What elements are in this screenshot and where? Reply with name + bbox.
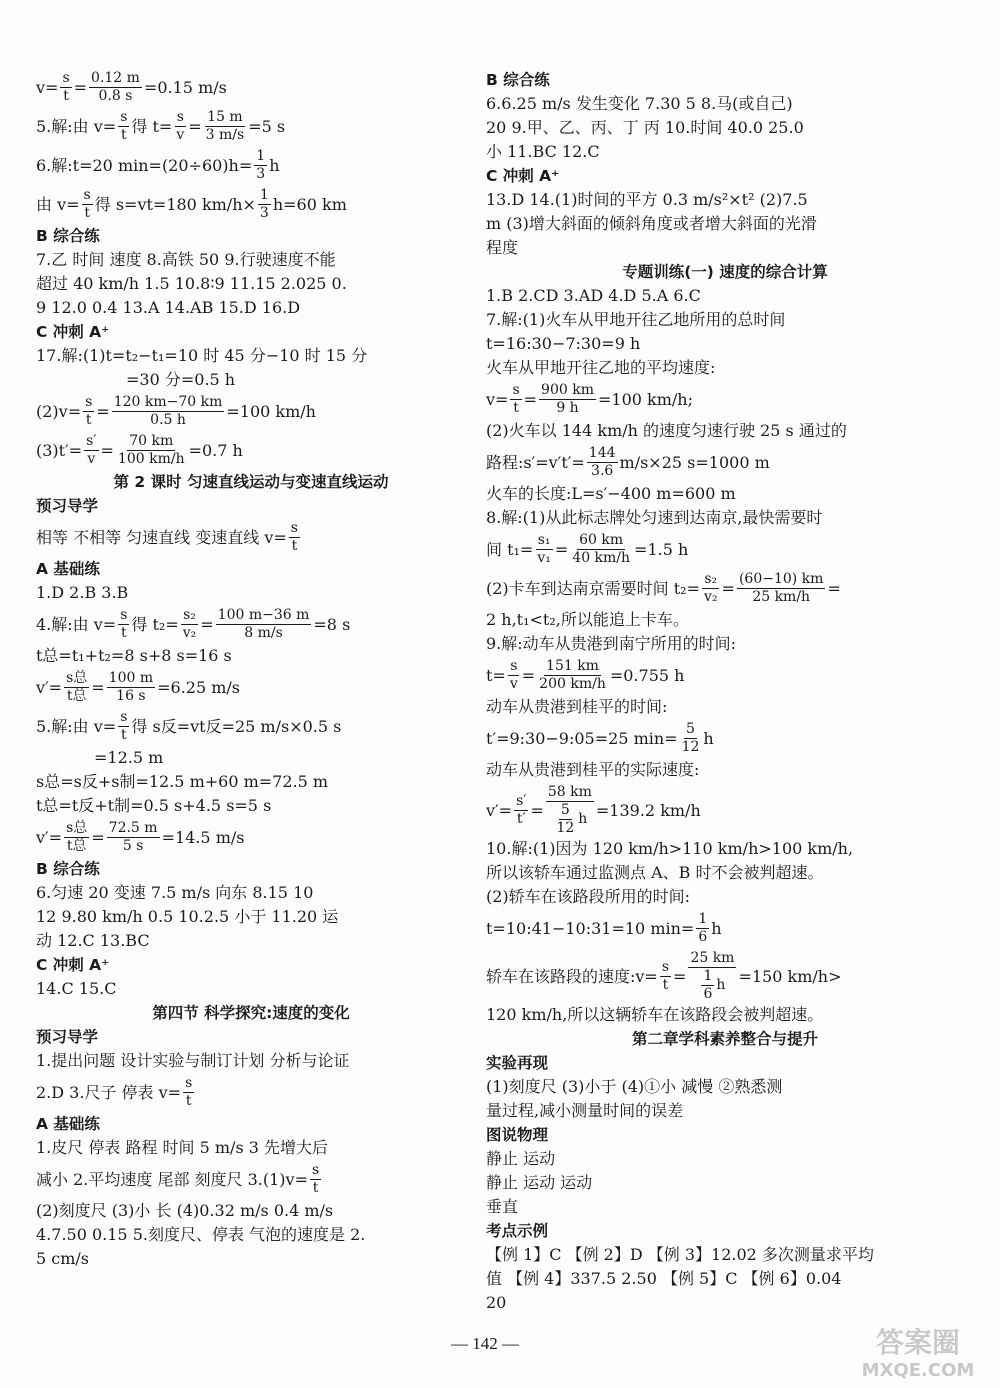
answer-line: 12 9.80 km/h 0.5 10.2.5 小于 11.20 运 [36,907,339,926]
fraction: $\frac{s}{t}$ [83,187,91,221]
fraction: $\frac{15 m}{3 m/s}$ [205,109,245,143]
fraction: $\frac{s}{t}$ [85,394,93,428]
section-heading: C 冲刺 A⁺ [486,167,560,185]
answer-line: 4.解:由 v= $\frac{s}{t}$ 得 t₂= $\frac{\text{s₂}}{\text{v₂}}$ = $\frac{100 m-36 m}{8 m/s}$ =8 s [36,607,351,641]
section-heading: 实验再现 [486,1054,549,1072]
fraction: $\frac{s}{t}$ [120,109,128,143]
fraction: $\frac{72.5 m}{5 s}$ [108,820,158,854]
fraction: $\frac{s}{v}$ [176,109,185,143]
fraction: $\frac{1}{3}$ [259,187,269,221]
fraction: $\frac{100 m}{16 s}$ [108,670,154,704]
fraction: $\frac{144}{3.6}$ [588,445,616,479]
fraction: $\frac{100 m-36 m}{8 m/s}$ [217,607,310,641]
answer-line: 6.解:t=20 min=(20÷60)h= $\frac{1}{3}$ h [36,148,280,182]
compound-fraction: 58 km $\frac{5}{12}$ h [547,784,592,836]
answer-line: 20 [486,1293,507,1312]
fraction: $\frac{1}{6}$ [703,968,713,1002]
fraction: $\frac{\text{s₂}}{\text{v₂}}$ [182,607,197,641]
answer-line: 静止 运动 运动 [486,1173,593,1192]
fraction: $\frac{s'}{v}$ [86,433,97,467]
answer-line: 120 km/h,所以这辆轿车在该路段会被判超速。 [486,1005,824,1024]
fraction: $\frac{151 km}{200 km/h}$ [539,658,606,692]
answer-line: 火车的长度:L=s′−400 m=600 m [486,484,736,503]
fraction: $\frac{1}{3}$ [256,148,266,182]
answer-line: 9 12.0 0.4 13.A 14.AB 15.D 16.D [36,298,301,317]
answer-line: 1.提出问题 设计实验与制订计划 分析与论证 [36,1051,350,1070]
answer-line: 超过 40 km/h 1.5 10.8∶9 11.15 2.025 0. [36,274,347,293]
answer-line: 动车从贵港到桂平的时间: [486,697,668,716]
answer-line: 所以该轿车通过监测点 A、B 时不会被判超速。 [486,863,824,882]
section-heading: B 综合练 [36,227,100,245]
answer-line: 13.D 14.(1)时间的平方 0.3 m/s²×t² (2)7.5 [486,190,808,209]
fraction: $\frac{5}{12}$ [681,721,700,755]
section-heading: C 冲刺 A⁺ [36,323,110,341]
answer-line: v′= $\frac{s'}{t'}$ = 58 km $\frac{5}{12}$ h =139.2 km/h [486,784,701,836]
answer-line: 6.匀速 20 变速 7.5 m/s 向东 8.15 10 [36,883,314,902]
answer-line: v= $\frac{s}{t}$ = $\frac{900 km}{9 h}$ =100 km/h; [486,382,693,416]
answer-line: t总=t反+t制=0.5 s+4.5 s=5 s [36,796,272,815]
answer-line: 9.解:动车从贵港到南宁所用的时间: [486,634,737,653]
section-heading: C 冲刺 A⁺ [36,956,110,974]
answer-line: (2)卡车到达南京需要时间 t₂= $\frac{\text{s₂}}{\text{v₂}}$ = $\frac{(60-10) km}{25 km/h}$ = [486,571,841,605]
answer-line: (1)刻度尺 (3)小于 (4)①小 减慢 ②熟悉测 [486,1077,783,1096]
answer-line: 量过程,减小测量时间的误差 [486,1101,684,1120]
watermark-logo-icon [848,1318,988,1382]
fraction: $\frac{60 km}{40 km/h}$ [572,532,631,566]
left-column [36,70,466,1273]
fraction: $\frac{s}{t}$ [512,382,520,416]
section-heading: A 基础练 [36,560,100,578]
answer-line: v′= $\frac{\text{s总}}{\text{t总}}$ = $\frac{72.5 m}{5 s}$ =14.5 m/s [36,820,245,854]
lesson-title: 第 2 课时 匀速直线运动与变速直线运动 [113,473,389,491]
fraction: $\frac{s'}{t'}$ [516,793,527,827]
answer-line: t=10:41−10:31=10 min= $\frac{1}{6}$ h [486,911,722,945]
fraction: $\frac{s}{t}$ [661,959,670,993]
answer-line: 8.解:(1)从此标志牌处匀速到达南京,最快需要时 [486,508,823,527]
answer-line: 火车从甲地开往乙地的平均速度: [486,358,716,377]
answer-line: v= $\frac{s}{t}$ = $\frac{0.12 m}{0.8 s}$ =0.15 m/s [36,70,227,104]
answer-line: 5 cm/s [36,1249,89,1268]
answer-line: s总=s反+s制=12.5 m+60 m=72.5 m [36,772,329,791]
answer-line: t=16:30−7:30=9 h [486,334,641,353]
fraction: $\frac{s}{t}$ [120,709,128,743]
fraction: $\frac{\text{s总}}{\text{t总}}$ [66,820,88,854]
answer-line: 静止 运动 [486,1149,556,1168]
fraction: $\frac{s}{t}$ [312,1162,320,1196]
answer-line: m (3)增大斜面的倾斜角度或者增大斜面的光滑 [486,214,817,233]
fraction: $\frac{s}{t}$ [185,1075,193,1109]
answer-line: 垂直 [486,1197,519,1216]
answer-line: (2)轿车在该路段所用的时间: [486,887,691,906]
answer-line: 17.解:(1)t=t₂−t₁=10 时 45 分−10 时 15 分 [36,346,368,365]
answer-line: t′=9:30−9:05=25 min= $\frac{5}{12}$ h [486,721,714,755]
fraction: $\frac{\text{s总}}{\text{t总}}$ [66,670,88,704]
fraction: $\frac{s}{v}$ [509,658,518,692]
right-column [486,70,964,1317]
watermark-text-top: 答案圈 [875,1326,961,1359]
fraction: $\frac{s}{t}$ [62,70,70,104]
answer-line: 动车从贵港到桂平的实际速度: [486,760,700,779]
answer-line: 14.C 15.C [36,979,117,998]
fraction: $\frac{s}{t}$ [290,520,298,554]
section-heading: 预习导学 [36,497,99,515]
answer-line: =12.5 m [94,748,164,767]
answer-line: (2)刻度尺 (3)小 长 (4)0.32 m/s 0.4 m/s [36,1201,334,1220]
answer-line: 2 h,t₁<t₂,所以能追上卡车。 [486,610,689,629]
answer-line: v′= $\frac{\text{s总}}{\text{t总}}$ = $\frac{100 m}{16 s}$ =6.25 m/s [36,670,241,704]
answer-line: 由 v= $\frac{s}{t}$ 得 s=vt=180 km/h× $\frac{1}{3}$ h=60 km [36,187,347,221]
answer-line: 1.D 2.B 3.B [36,583,129,602]
section-title: 第四节 科学探究:速度的变化 [152,1004,350,1022]
watermark-text-bottom: MXQE.COM [861,1360,975,1381]
answer-line: 【例 1】C 【例 2】D 【例 3】12.02 多次测量求平均 [486,1245,874,1264]
answer-line: t总=t₁+t₂=8 s+8 s=16 s [36,646,232,665]
section-heading: B 综合练 [486,71,550,89]
answer-line: 10.解:(1)因为 120 km/h>110 km/h>100 km/h, [486,839,854,858]
answer-line: 1.B 2.CD 3.AD 4.D 5.A 6.C [486,286,701,305]
answer-line: 间 t₁= $\frac{\text{s₁}}{\text{v₁}}$ = $\frac{60 km}{40 km/h}$ =1.5 h [486,532,689,566]
section-heading: 考点示例 [486,1222,549,1240]
answer-line: 2.D 3.尺子 停表 v= $\frac{s}{t}$ [36,1075,193,1109]
answer-line: 20 9.甲、乙、丙、丁 丙 10.时间 40.0 25.0 [486,118,804,137]
answer-line: 动 12.C 13.BC [36,931,150,950]
section-heading: A 基础练 [36,1115,100,1133]
fraction: $\frac{s}{t}$ [120,607,128,641]
compound-fraction: 25 km $\frac{1}{6}$ h [690,950,735,1002]
fraction: $\frac{120 km-70 km}{0.5 h}$ [113,394,223,428]
answer-line: 7.解:(1)火车从甲地开往乙地所用的总时间 [486,310,786,329]
topic-title: 专题训练(一) 速度的综合计算 [622,263,828,281]
section-heading: 预习导学 [36,1028,99,1046]
answer-line: 5.解:由 v= $\frac{s}{t}$ 得 t= $\frac{s}{v}$ = $\frac{15 m}{3 m/s}$ =5 s [36,109,286,143]
fraction: $\frac{(60-10) km}{25 km/h}$ [738,571,824,605]
page-number: — 142 — [451,1334,519,1353]
fraction: $\frac{70 km}{100 km/h}$ [117,433,185,467]
answer-line: =30 分=0.5 h [126,370,236,389]
fraction: $\frac{1}{6}$ [698,911,708,945]
answer-line: 减小 2.平均速度 尾部 刻度尺 3.(1)v= $\frac{s}{t}$ [36,1162,320,1196]
chapter-title: 第二章学科素养整合与提升 [631,1030,818,1048]
answer-line: (3)t′= $\frac{s'}{v}$ = $\frac{70 km}{100 km/h}$ =0.7 h [36,433,243,467]
answer-line: 程度 [486,238,519,257]
answer-line: 5.解:由 v= $\frac{s}{t}$ 得 s反=vt反=25 m/s×0.5 s [36,709,342,743]
fraction: $\frac{5}{12}$ [556,802,575,836]
fraction: $\frac{900 km}{9 h}$ [541,382,594,416]
fraction: $\frac{\text{s₂}}{\text{v₂}}$ [704,571,718,605]
answer-line: 值 【例 4】337.5 2.50 【例 5】C 【例 6】0.04 [486,1269,842,1288]
answer-line: (2)火车以 144 km/h 的速度匀速行驶 25 s 通过的 [486,421,847,440]
answer-line: 相等 不相等 匀速直线 变速直线 v= $\frac{s}{t}$ [36,520,298,554]
answer-line: t= $\frac{s}{v}$ = $\frac{151 km}{200 km/h}$ =0.755 h [486,658,685,692]
answer-line: 路程:s′=v′t′= $\frac{144}{3.6}$ m/s×25 s=1000 m [486,445,770,479]
answer-line: 轿车在该路段的速度:v= $\frac{s}{t}$ = 25 km $\frac{1}{6}$ h =150 km/h> [486,950,842,1002]
fraction: $\frac{\text{s₁}}{\text{v₁}}$ [537,532,551,566]
answer-line: 4.7.50 0.15 5.刻度尺、停表 气泡的速度是 2. [36,1225,366,1244]
answer-line: 6.6.25 m/s 发生变化 7.30 5 8.马(或自己) [486,94,793,113]
section-heading: B 综合练 [36,860,100,878]
answer-line: (2)v= $\frac{s}{t}$ = $\frac{120 km-70 km}{0.5 h}$ =100 km/h [36,394,316,428]
answer-line: 小 11.BC 12.C [486,142,600,161]
answer-line: 7.乙 时间 速度 8.高铁 50 9.行驶速度不能 [36,250,336,269]
answer-line: 1.皮尺 停表 路程 时间 5 m/s 3 先增大后 [36,1138,329,1157]
fraction: $\frac{0.12 m}{0.8 s}$ [91,70,140,104]
section-heading: 图说物理 [486,1126,549,1144]
